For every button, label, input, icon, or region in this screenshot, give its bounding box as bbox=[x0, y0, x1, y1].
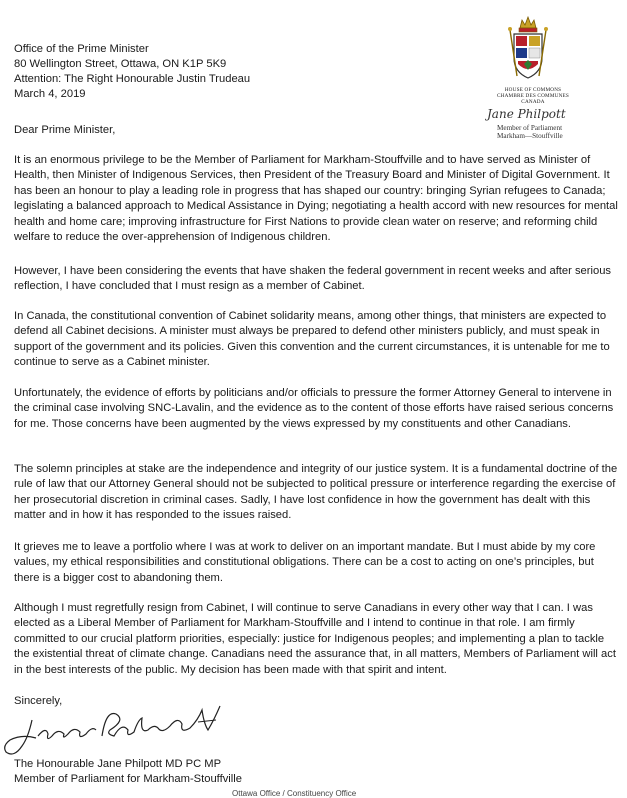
house-of-commons-crest-icon bbox=[506, 14, 550, 84]
body-paragraph-6: It grieves me to leave a portfolio where I was at work to deliver on an important mandate. But I must abide by my core values, my ethical responsibilities and constitutional obligations. There can be a cost to acting on one’s principles, but there is a bigger cost to abandoning them. bbox=[14, 541, 596, 584]
signer-name: The Honourable Jane Philpott MD PC MP bbox=[14, 758, 222, 770]
house-of-commons-text bbox=[488, 87, 578, 105]
member-line: Markham—Stouffville bbox=[497, 132, 563, 140]
recipient-address-block bbox=[14, 42, 250, 102]
house-line: CANADA bbox=[521, 99, 545, 105]
body-paragraph-4: Unfortunately, the evidence of efforts by politicians and/or officials to pressure the former Attorney General to intervene in the criminal case involving SNC-Lavalin, and the evidence as to the content of those efforts have raised serious concerns for me. Those concerns have been augmented by the views expressed by my constituents and other Canadians. bbox=[14, 387, 614, 430]
member-line: Member of Parliament bbox=[497, 124, 563, 132]
letterhead-signature: Jane Philpott bbox=[487, 107, 566, 121]
closing: Sincerely, bbox=[14, 695, 63, 707]
signer-title: Member of Parliament for Markham-Stouffville bbox=[14, 773, 242, 785]
body-paragraph-7: Although I must regretfully resign from Cabinet, I will continue to serve Canadians in every other way that I can. I was elected as a Liberal Member of Parliament for Markham-Stouffville and I intend to continue in that role. I am firmly committed to our crucial platform priorities, especially: justice for Indigenous peoples; and implementing a plan to tackle the existential threat of climate change. Canadians need the assurance that, in all matters, Members of Parliament will act in the best interests of the public. My decision has been made with that spirit and intent. bbox=[14, 602, 616, 676]
handwritten-signature-icon bbox=[2, 700, 232, 765]
body-paragraph-1: It is an enormous privilege to be the Member of Parliament for Markham-Stouffville and to have served as Minister of Health, then Minister of Indigenous Services, then President of the Treasury Board and Minister of Digital Government. It has been an honour to play a leading role in progress that has shaped our country: bringing Syrian refugees to Canada; legislating a balanced approach to Medical Assistance in Dying; negotiating a health accord with new resources for mental health and home care; improving infrastructure for First Nations to provide clean water on reserve; and reforming child welfare to reduce the over-apprehension of Indigenous children. bbox=[14, 154, 618, 244]
signer-block bbox=[14, 757, 242, 787]
house-line: HOUSE OF COMMONS bbox=[504, 87, 562, 93]
salutation: Dear Prime Minister, bbox=[14, 124, 116, 136]
house-line: CHAMBRE DES COMMUNES bbox=[496, 93, 570, 99]
letter-date: March 4, 2019 bbox=[14, 88, 86, 100]
footer-text: Ottawa Office / Constituency Office bbox=[232, 789, 357, 798]
body-paragraph-3: In Canada, the constitutional convention of Cabinet solidarity means, among other things, that ministers are expected to defend all Cabinet decisions. A minister must always be prepared to defend other ministers publicly, and must speak in support of the government and its policies. Given this convention and the current circumstances, it is untenable for me to continue to serve as a Cabinet minister. bbox=[14, 310, 610, 369]
address-line: 80 Wellington Street, Ottawa, ON K1P 5K9 bbox=[14, 58, 227, 70]
body-paragraph-5: The solemn principles at stake are the independence and integrity of our justice system. It is a fundamental doctrine of the rule of law that our Attorney General should not be subjected to political pressure or interference regarding the exercise of her prosecutorial discretion in criminal cases. Sadly, I have lost confidence in how the government has dealt with this matter and in how it has responded to the issues raised. bbox=[14, 463, 618, 522]
address-line: Office of the Prime Minister bbox=[14, 43, 149, 55]
body-paragraph-2: However, I have been considering the events that have shaken the federal government in recent weeks and after serious reflection, I have concluded that I must resign as a member of Cabinet. bbox=[14, 265, 612, 293]
letterhead-member-info bbox=[497, 124, 563, 140]
address-line: Attention: The Right Honourable Justin Trudeau bbox=[14, 73, 251, 85]
